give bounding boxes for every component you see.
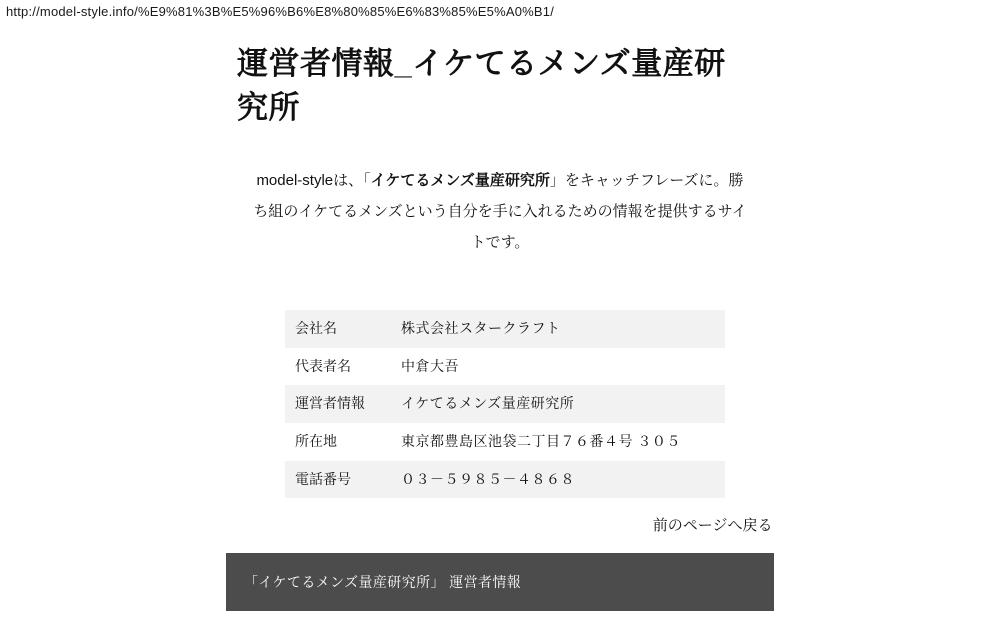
back-to-previous-page-link[interactable]: 前のページへ戻る: [652, 517, 773, 535]
lead-prefix: model-styleは、「: [256, 172, 371, 190]
page-content: [0, 42, 1000, 611]
page-lead-paragraph: [0, 166, 1000, 258]
footer-band: [226, 553, 774, 611]
company-info-table-wrapper: [275, 310, 725, 498]
table-cell-label: 電話番号: [285, 461, 391, 499]
table-row: [285, 348, 725, 386]
table-cell-value: 株式会社スタークラフト: [391, 310, 725, 348]
table-cell-value: 中倉大吾: [391, 348, 725, 386]
table-cell-label: 運営者情報: [285, 385, 391, 423]
page-title: 運営者情報_イケてるメンズ量産研究所: [237, 46, 726, 126]
table-row: [285, 385, 725, 423]
table-row: [285, 310, 725, 348]
lead-suffix: 」をキャッチフレーズに。勝ち組のイケてるメンズという自分を手に入れるための情報を提供するサイトです。: [253, 172, 747, 251]
table-cell-value: イケてるメンズ量産研究所: [391, 385, 725, 423]
back-link-row: [228, 514, 773, 535]
company-info-table: [285, 310, 725, 498]
table-row: [285, 423, 725, 461]
url-text: http://model-style.info/%E9%81%3B%E5%96%B6%E8%80%85%E6%83%85%E5%A0%B1/: [6, 4, 555, 19]
table-cell-value: 東京都豊島区池袋二丁目７６番４号 ３０５: [391, 423, 725, 461]
table-cell-label: 所在地: [285, 423, 391, 461]
table-cell-value: ０３－５９８５－４８６８: [391, 461, 725, 499]
table-row: [285, 461, 725, 499]
browser-url-bar[interactable]: [0, 0, 1000, 24]
table-cell-label: 代表者名: [285, 348, 391, 386]
footer-text: 「イケてるメンズ量産研究所」 運営者情報: [244, 574, 522, 591]
lead-bold-phrase: イケてるメンズ量産研究所: [370, 172, 550, 190]
table-cell-label: 会社名: [285, 310, 391, 348]
